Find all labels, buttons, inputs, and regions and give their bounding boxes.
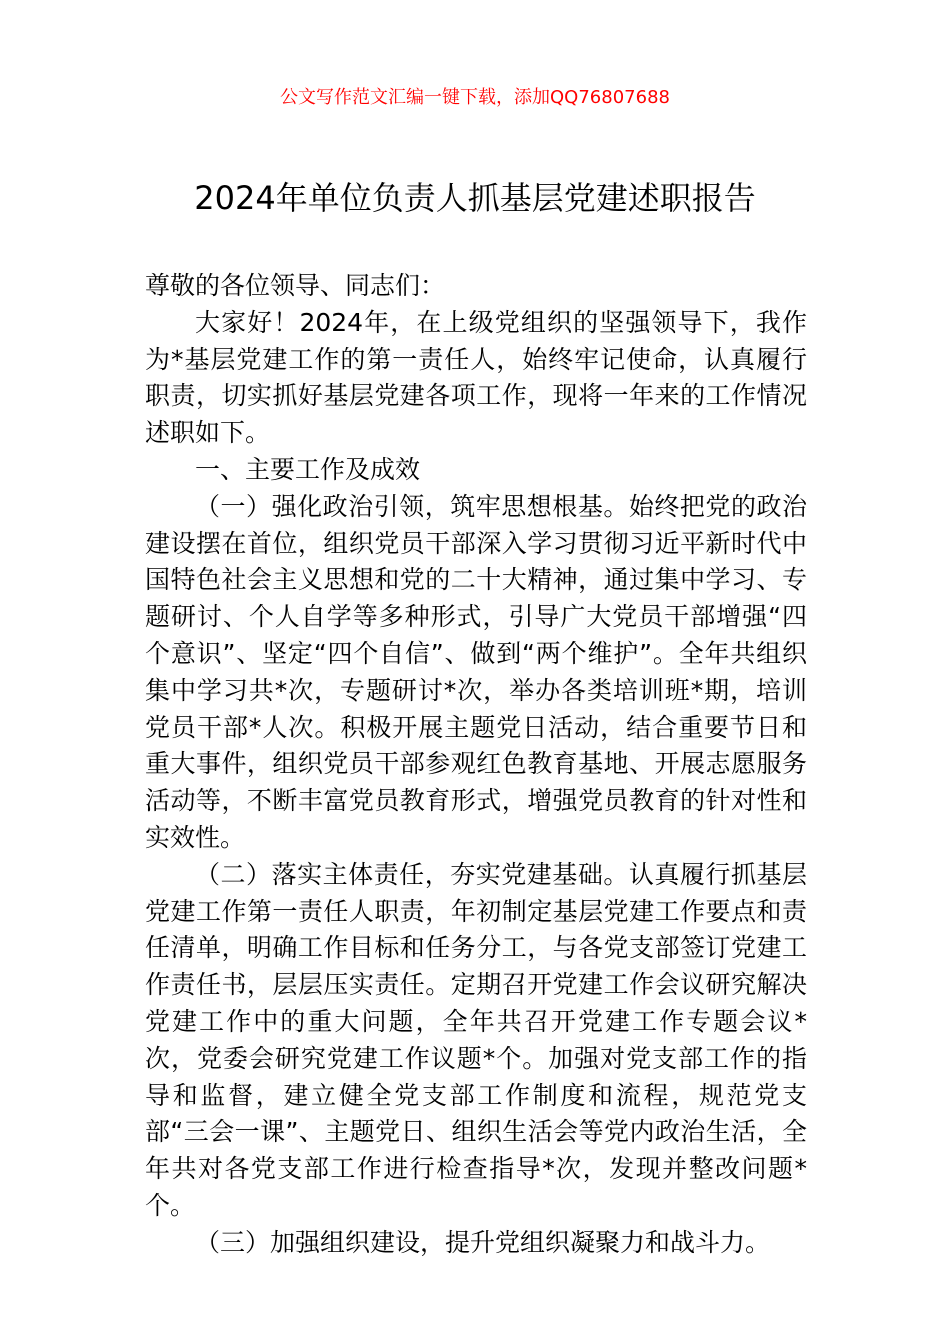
- paragraph-political-guidance: （一）强化政治引领，筑牢思想根基。始终把党的政治建设摆在首位，组织党员干部深入学习贯彻习近平新时代中国特色社会主义思想和党的二十大精神，通过集中学习、专题研讨、个人自学等多种形式，引导广大党员干部增强“四个意识”、坚定“四个自信”、做到“两个维护”。全年共组织集中学习共*次，专题研讨*次，举办各类培训班*期，培训党员干部*人次。积极开展主题党日活动，结合重要节日和重大事件，组织党员干部参观红色教育基地、开展志愿服务活动等，不断丰富党员教育形式，增强党员教育的针对性和实效性。: [145, 491, 807, 852]
- document-body: [145, 268, 807, 1262]
- paragraph-responsibility: （二）落实主体责任，夯实党建基础。认真履行抓基层党建工作第一责任人职责，年初制定基层党建工作要点和责任清单，明确工作目标和任务分工，与各党支部签订党建工作责任书，层层压实责任。定期召开党建工作会议研究解决党建工作中的重大问题，全年共召开党建工作专题会议*次，党委会研究党建工作议题*个。加强对党支部工作的指导和监督，建立健全党支部工作制度和流程，规范党支部“三会一课”、主题党日、组织生活会等党内政治生活，全年共对各党支部工作进行检查指导*次，发现并整改问题*个。: [145, 859, 807, 1220]
- download-banner: 公文写作范文汇编一键下载，添加QQ76807688: [280, 87, 670, 108]
- section-heading: 一、主要工作及成效: [195, 454, 421, 484]
- page-title: 2024年单位负责人抓基层党建述职报告: [194, 179, 756, 217]
- paragraph-intro: 大家好！2024年，在上级党组织的坚强领导下，我作为*基层党建工作的第一责任人，始终牢记使命，认真履行职责，切实抓好基层党建各项工作，现将一年来的工作情况述职如下。: [145, 307, 807, 448]
- salutation: 尊敬的各位领导、同志们：: [145, 271, 446, 300]
- paragraph-organization: （三）加强组织建设，提升党组织凝聚力和战斗力。: [195, 1227, 771, 1257]
